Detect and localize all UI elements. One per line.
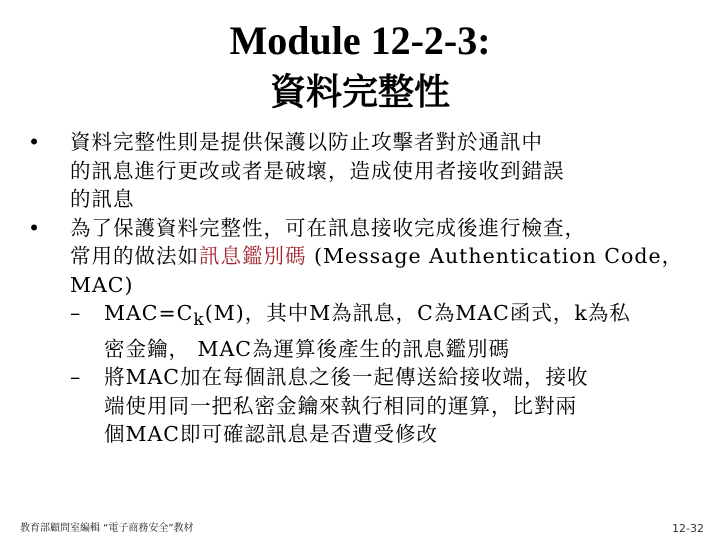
subbullet-item bbox=[28, 299, 688, 363]
formula-part: (M)，其中M為訊息，C為MAC函式，k為私 bbox=[204, 301, 631, 325]
subbullet-marker: – bbox=[70, 301, 81, 325]
subbullet-text-line bbox=[104, 299, 688, 335]
subbullet-text-line: 密金鑰， MAC為運算後產生的訊息鑑別碼 bbox=[104, 336, 510, 361]
bullet-item bbox=[28, 128, 688, 214]
bullet-text-line: MAC) bbox=[70, 272, 134, 297]
bullet-text-line: 的訊息 bbox=[70, 187, 135, 211]
formula-part: MAC=C bbox=[104, 301, 194, 325]
page-number: 12-32 bbox=[672, 522, 704, 535]
slide-body bbox=[28, 128, 688, 449]
bullet-text-line: 為了保護資料完整性，可在訊息接收完成後進行檢查， bbox=[70, 215, 586, 240]
footer-credit: 教育部顧問室編輯 “電子商務安全”教材 bbox=[20, 523, 194, 534]
subbullet-marker: – bbox=[70, 365, 81, 390]
text-segment: (Message Authentication Code， bbox=[306, 244, 684, 268]
bullet-text-line bbox=[70, 242, 688, 271]
subbullet-text-line: 端使用同一把私密金鑰來執行相同的運算，比對兩 bbox=[104, 393, 577, 418]
subbullet-item bbox=[28, 363, 688, 449]
highlight-term: 訊息鑑別碼 bbox=[199, 244, 307, 268]
bullet-text-line: 資料完整性則是提供保護以防止攻擊者對於通訊中 bbox=[70, 130, 543, 154]
bullet-marker: • bbox=[28, 215, 41, 240]
subbullet-text-line: 個MAC即可確認訊息是否遭受修改 bbox=[104, 422, 438, 447]
subbullet-text-line: 將MAC加在每個訊息之後一起傳送給接收端，接收 bbox=[104, 365, 589, 390]
slide-title-module: Module 12-2-3: bbox=[229, 18, 491, 63]
text-segment: 常用的做法如 bbox=[70, 244, 199, 268]
formula-subscript: k bbox=[193, 310, 205, 331]
slide-title-topic: 資料完整性 bbox=[269, 72, 450, 113]
bullet-marker: • bbox=[28, 130, 41, 154]
bullet-item bbox=[28, 214, 688, 300]
bullet-text-line: 的訊息進行更改或者是破壞，造成使用者接收到錯誤 bbox=[70, 158, 565, 183]
